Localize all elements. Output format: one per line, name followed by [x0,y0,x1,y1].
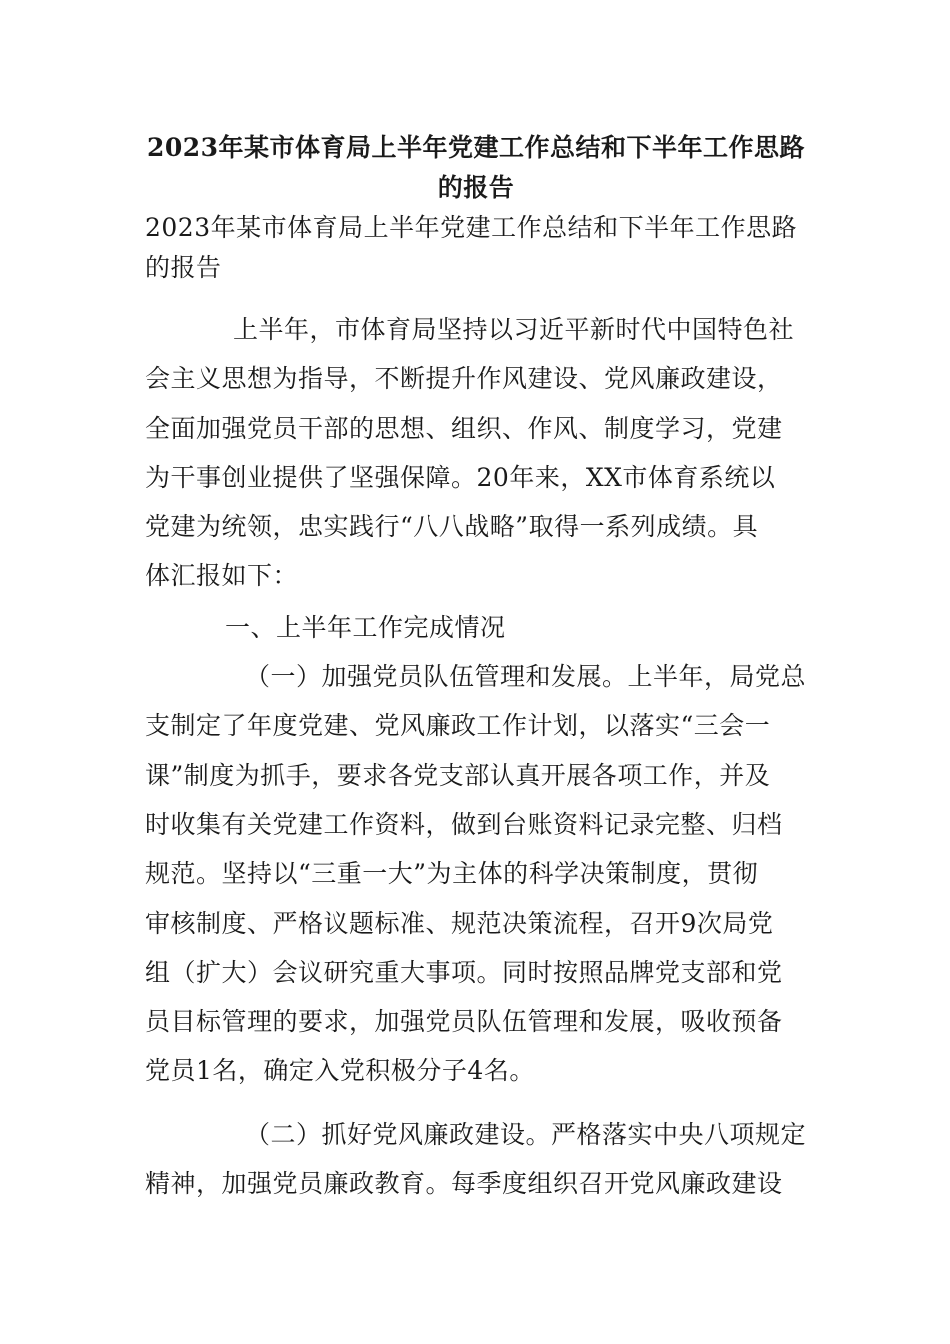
intro-paragraph [145,305,807,601]
document-subtitle [145,208,807,288]
subtitle-line: 2023年某市体育局上半年党建工作总结和下半年工作思路 [145,213,798,242]
document-page [145,128,807,1208]
text-line: 上半年，市体育局坚持以习近平新时代中国特色社 [233,315,795,344]
text-line: （二）抓好党风廉政建设。严格落实中央八项规定 [245,1119,807,1149]
subtitle-line: 的报告 [145,253,222,282]
text-line: 支制定了年度党建、党风廉政工作计划，以落实“三会一 [145,711,771,741]
text-line: 体汇报如下： [145,561,299,591]
section-heading [145,603,807,652]
text-line: 审核制度、严格议题标准、规范决策流程，召开9次局党 [145,908,774,938]
text-line: 为干事创业提供了坚强保障。20年来，XX市体育系统以 [145,462,776,492]
text-line: 精神，加强党员廉政教育。每季度组织召开党风廉政建设 [145,1169,783,1199]
section-heading-text: 一、上半年工作完成情况 [225,612,506,642]
text-line: 组（扩大）会议研究重大事项。同时按照品牌党支部和党 [145,957,783,987]
text-line: 党建为统领，忠实践行“八八战略”取得一系列成绩。具 [145,512,759,542]
text-line: 全面加强党员干部的思想、组织、作风、制度学习，党建 [145,413,783,443]
text-line: 课”制度为抓手，要求各党支部认真开展各项工作，并及 [145,760,771,790]
document-title [145,128,807,208]
text-line: 员目标管理的要求，加强党员队伍管理和发展，吸收预备 [145,1007,783,1037]
title-line: 2023年某市体育局上半年党建工作总结和下半年工作思路 [146,133,806,162]
text-line: 规范。坚持以“三重一大”为主体的科学决策制度，贯彻 [145,859,759,889]
text-line: （一）加强党员队伍管理和发展。上半年，局党总 [245,662,807,692]
text-line: 会主义思想为指导，不断提升作风建设、党风廉政建设， [145,364,783,394]
section1-paragraph [145,652,807,1096]
section2-paragraph [145,1110,807,1209]
text-line: 党员1名，确定入党积极分子4名。 [145,1056,535,1086]
text-line: 时收集有关党建工作资料，做到台账资料记录完整、归档 [145,809,783,839]
title-line: 的报告 [437,173,515,202]
